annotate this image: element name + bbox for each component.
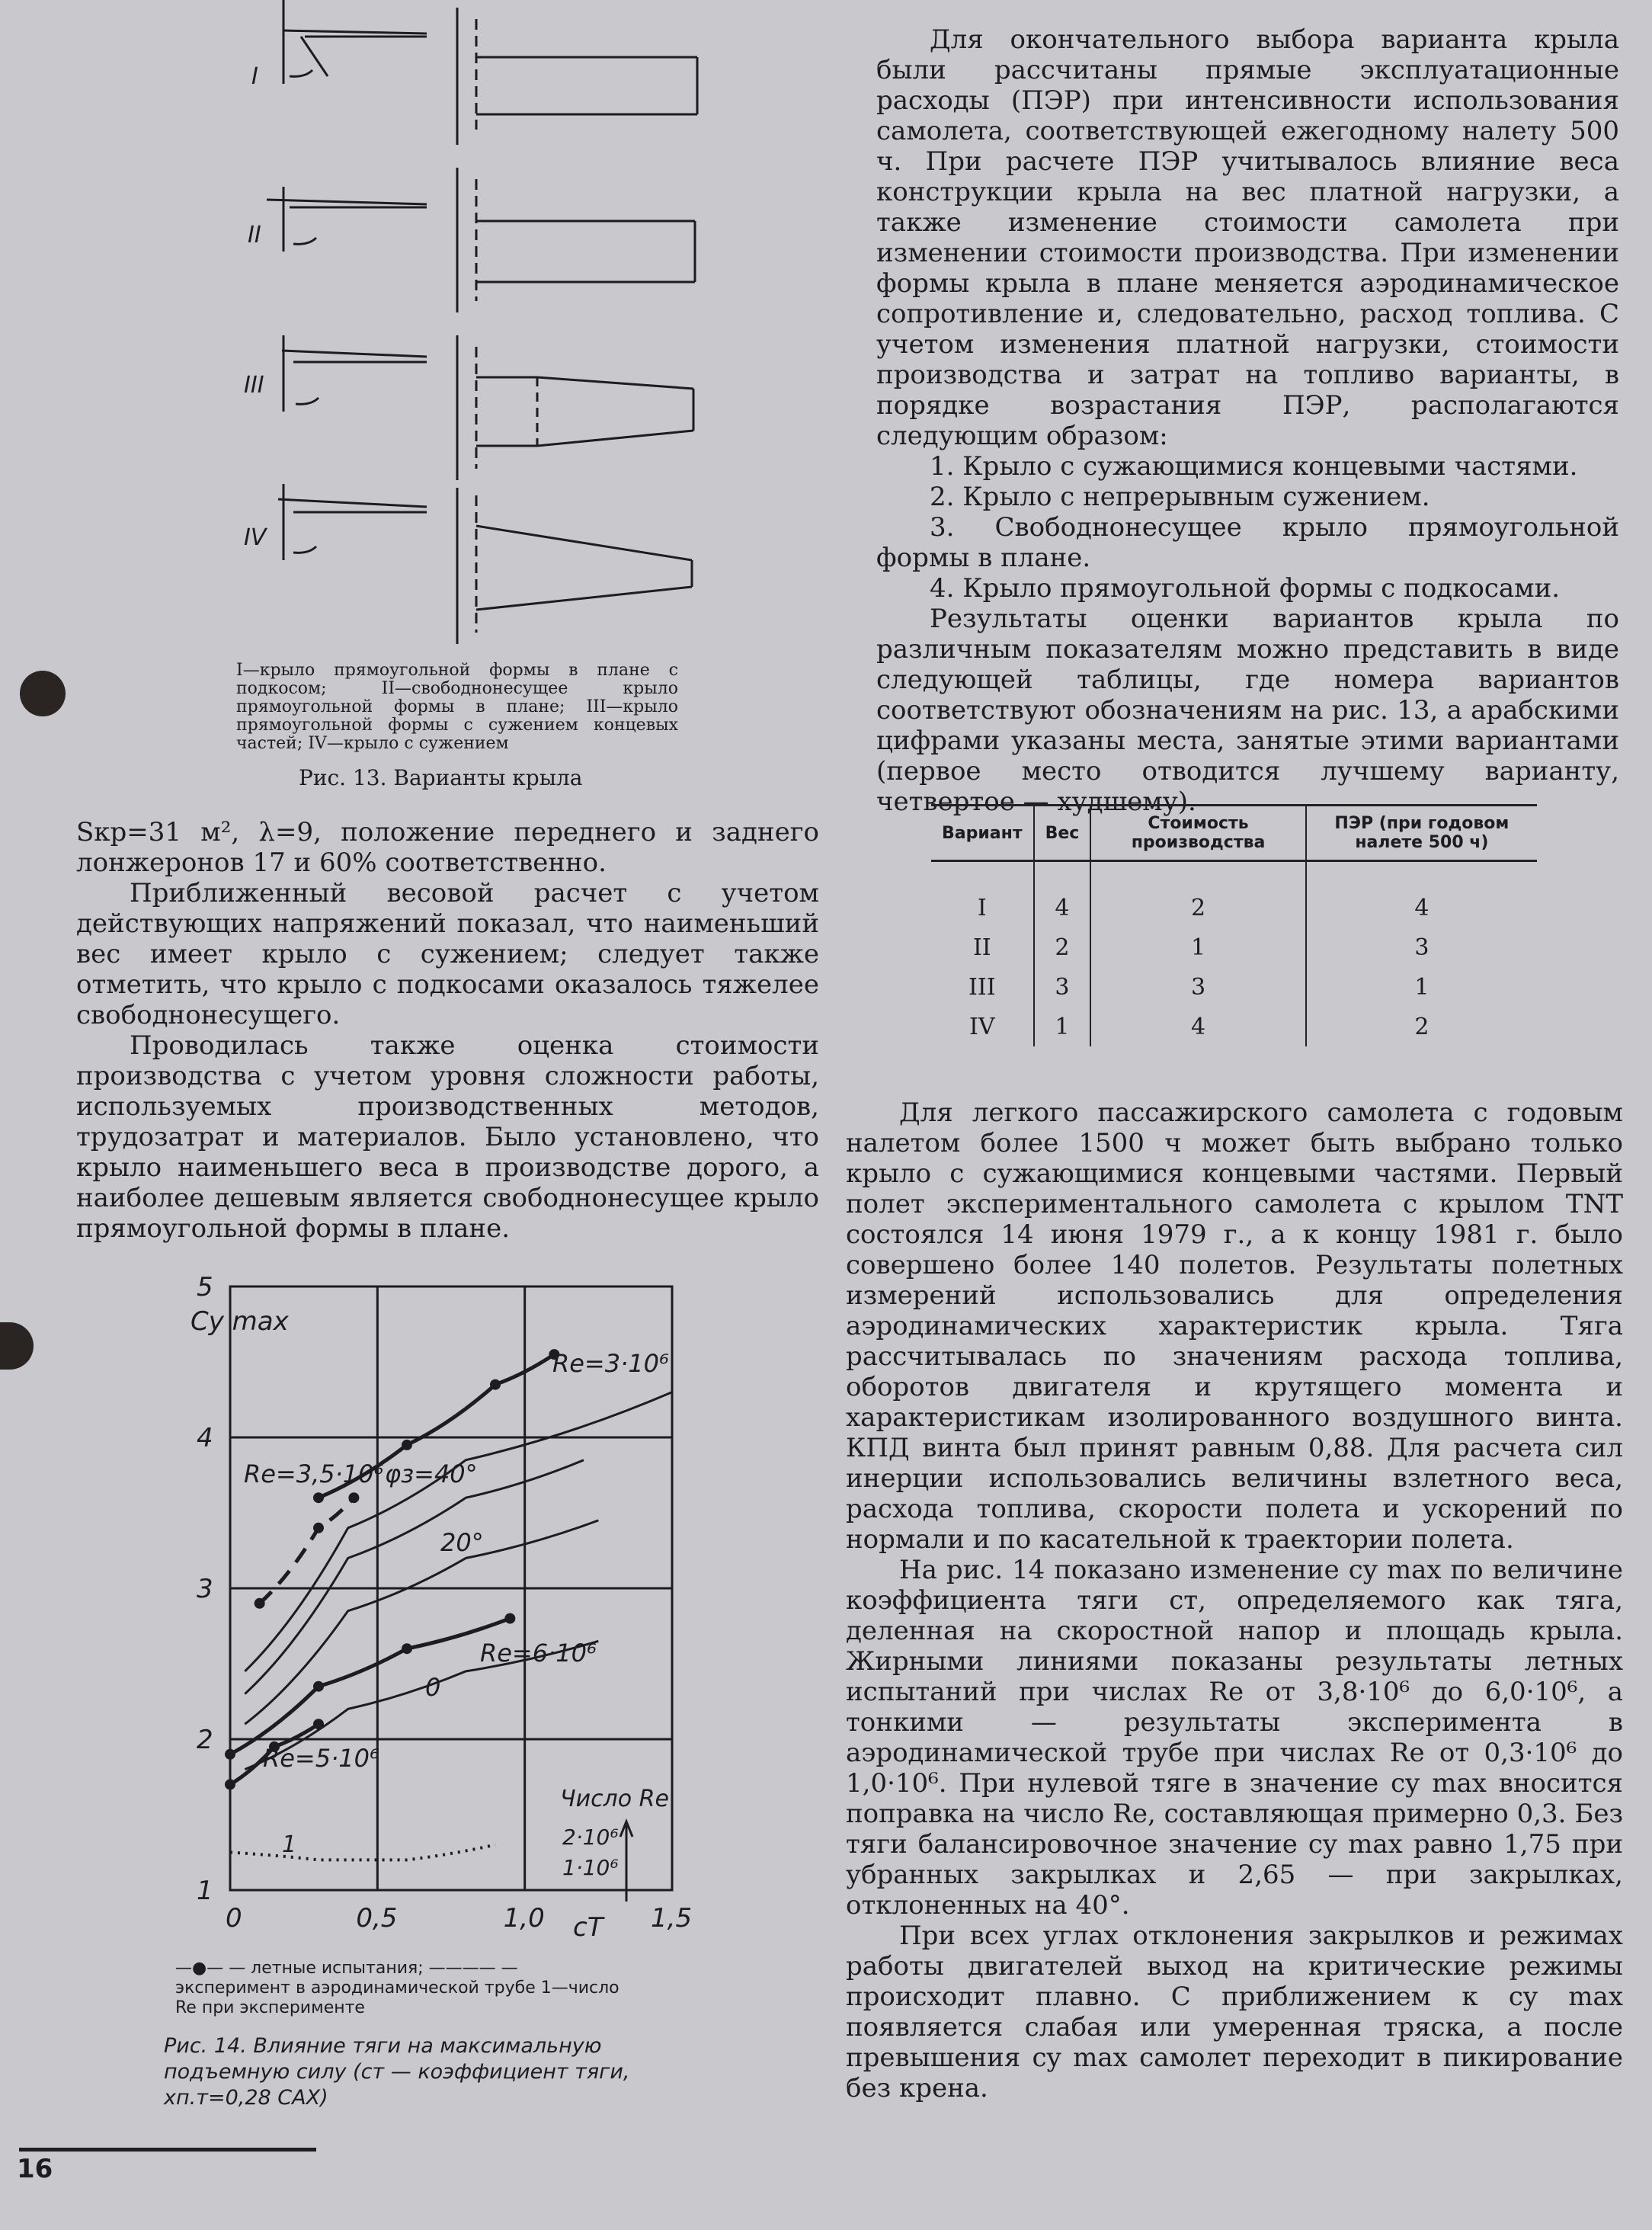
left-column-text <box>76 817 819 1244</box>
y-tick-label: 2 <box>197 1725 213 1755</box>
fig13-title: Рис. 13. Варианты крыла <box>299 765 583 790</box>
list-item-4: 4. Крыло прямоугольной формы с подкосами. <box>930 573 1561 604</box>
list-item-3: 3. Свободнонесущее крыло прямоугольной формы в плане. <box>876 512 1619 573</box>
label-phi20: 20° <box>440 1528 484 1557</box>
variant-label-i: I <box>251 63 258 90</box>
label-re-1e6: 1·10⁶ <box>562 1855 619 1880</box>
fig13-wing-variants <box>229 0 732 648</box>
data-point <box>313 1492 324 1503</box>
table-cell: 2 <box>1306 1007 1537 1046</box>
label-phi40: φз=40° <box>385 1459 478 1488</box>
table-cell: 2 <box>1090 888 1305 928</box>
x-tick-label: 1,0 <box>503 1903 545 1934</box>
right-paragraph-4: На рис. 14 показано изменение cy max по величине коэффициента тяги cт, определяемого как тяга, деленная на скоростной напор и площадь крыла. Жирными линиями показаны результаты летных испытаний при числах Re от 3,8·10⁶ до 6,0·10⁶, а тонкими — результаты эксперимента в аэродинамической трубе при числах Re от 0,3·10⁶ до 1,0·10⁶. При нулевой тяге в значение cy max вносится поправка на число Re, составляющая примерно 0,3. Без тяги балансировочное значение cy max равно 1,75 при убранных закрылках и 2,65 — при закрылках, отклоненных на 40°. <box>846 1555 1623 1921</box>
label-phi0: 0 <box>425 1673 441 1702</box>
series-line <box>230 1619 510 1754</box>
x-axis-label: cT <box>573 1912 603 1943</box>
label-re35: Re=3,5·10⁶ <box>244 1459 384 1488</box>
y-tick-label: 3 <box>197 1574 213 1604</box>
table-header-doc: ПЭР (при годовом налете 500 ч) <box>1306 806 1537 861</box>
page-number: 16 <box>17 2154 53 2184</box>
right-paragraph-3: Для легкого пассажирского самолета с годовым налетом более 1500 ч может быть выбрано только крыло с сужающимися концевыми частями. Первый полет экспериментального самолета с крылом TNT состоялся 14 июня 1979 г., а к концу 1981 г. было совершено более 140 полетов. Результаты полетных измерений использовались для определения аэродинамических характеристик крыла. Тяга рассчитывалась по значениям расхода топлива, оборотов двигателя и крутящего момента и характеристикам изолированного воздушного винта. КПД винта был принят равным 0,88. Для расчета сил инерции использовались величины взлетного веса, расхода топлива, скорости полета и ускорений по нормали и по касательной к траектории полета. <box>846 1097 1623 1555</box>
data-point <box>225 1779 235 1789</box>
label-re6: Re=6·10⁶ <box>480 1639 597 1668</box>
variant-ii-drawing <box>267 168 695 312</box>
table-cell: 4 <box>1034 888 1091 928</box>
table-cell: II <box>972 934 991 961</box>
data-point <box>313 1523 324 1533</box>
data-point <box>313 1681 324 1692</box>
left-paragraph-1: Sкр=31 м², λ=9, положение переднего и заднего лонжеронов 17 и 60% соответственно. <box>76 817 819 878</box>
y-axis-label: Cy max <box>190 1306 289 1337</box>
left-paragraph-3: Проводилась также оценка стоимости производства с учетом уровня сложности работы, используемых производственных методов, трудозатрат и материалов. Было установлено, что крыло наименьшего веса в производстве дорого, а наиболее дешевым является свободнонесущее крыло прямоугольной формы в плане. <box>76 1030 819 1244</box>
x-tick-label: 1,5 <box>651 1903 693 1934</box>
table-header-cost: Стоимость производства <box>1090 806 1305 861</box>
y-tick-label: 1 <box>197 1876 213 1906</box>
punch-hole <box>0 1322 34 1370</box>
right-paragraph-2: Результаты оценки вариантов крыла по различным показателям можно представить в виде следующей таблицы, где номера вариантов соответствуют обозначениям на рис. 13, а арабскими цифрами указаны места, занятые этими вариантами (первое место отводится лучшему варианту, четвертое — худшему). <box>876 604 1619 817</box>
variant-iv-drawing <box>278 484 692 644</box>
label-re5: Re=5·10⁶ <box>263 1744 379 1773</box>
table-row <box>931 967 1537 1007</box>
label-curve-1: 1 <box>282 1831 297 1858</box>
table-header-weight: Вес <box>1034 806 1091 861</box>
variant-iii-drawing <box>282 335 693 480</box>
variant-label-ii: II <box>248 222 261 248</box>
table-cell: 3 <box>1034 967 1091 1007</box>
fig13-legend: I—крыло прямоугольной формы в плане с подкосом; II—свободнонесущее крыло прямоугольной формы в плане; III—крыло прямоугольной формы с сужением концевых частей; IV—крыло с сужением <box>236 661 678 753</box>
data-point <box>402 1440 412 1450</box>
table-cell: 1 <box>1306 967 1537 1007</box>
variant-label-iv: IV <box>244 524 267 551</box>
variant-i-drawing <box>283 0 697 145</box>
table-cell: 3 <box>1306 928 1537 967</box>
right-paragraph-1: Для окончательного выбора варианта крыла были рассчитаны прямые эксплуатационные расходы (ПЭР) при интенсивности использования самолета, соответствующей ежегодному налету 500 ч. При расчете ПЭР учитывалось влияние веса конструкции крыла на вес платной нагрузки, а также изменение стоимости самолета при изменении стоимости производства. При изменении формы крыла в плане меняется аэродинамическое сопротивление и, следовательно, расход топлива. С учетом изменения платной нагрузки, стоимости производства и затрат на топливо варианты, в порядке возрастания ПЭР, располагаются следующим образом: <box>876 24 1619 451</box>
list-item-2: 2. Крыло с непрерывным сужением. <box>930 482 1430 512</box>
series-line <box>230 1845 495 1860</box>
table-cell: 2 <box>1034 928 1091 967</box>
data-point <box>348 1492 359 1503</box>
table-cell: III <box>968 973 996 1001</box>
series-line <box>245 1520 598 1724</box>
x-tick-label: 0 <box>226 1903 242 1934</box>
table-cell: 3 <box>1090 967 1305 1007</box>
data-point <box>490 1379 501 1390</box>
table-cell: 4 <box>1090 1007 1305 1046</box>
table-cell: I <box>977 894 987 921</box>
list-item-1: 1. Крыло с сужающимися концевыми частями. <box>930 451 1578 482</box>
x-tick-label: 0,5 <box>356 1903 398 1934</box>
right-paragraph-5: При всех углах отклонения закрылков и режимах работы двигателей выход на критические режимы происходит плавно. С приближением к cy max появляется слабая или умеренная тряска, а после превышения cy max самолет переходит в пикирование без крена. <box>846 1921 1623 2103</box>
fig14-legend: —●— — летные испытания; ———— — эксперимент в аэродинамической трубе 1—число Re при эксперименте <box>175 1959 620 2017</box>
data-point <box>225 1749 235 1760</box>
left-paragraph-2: Приближенный весовой расчет с учетом действующих напряжений показал, что наименьший вес имеет крыло с сужением; следует также отметить, что крыло с подкосами оказалось тяжелее свободнонесущего. <box>76 878 819 1030</box>
punch-hole <box>20 671 66 716</box>
table-header-variant: Вариант <box>931 806 1034 861</box>
footer-rule <box>19 2148 316 2152</box>
right-column-text-bottom <box>846 1097 1623 2103</box>
data-point <box>402 1643 412 1654</box>
ranking-table <box>931 804 1537 1046</box>
label-re-number: Число Re <box>560 1786 669 1812</box>
y-tick-label: 5 <box>197 1272 213 1302</box>
label-re-2e6: 2·10⁶ <box>562 1825 619 1850</box>
table-row <box>931 1007 1537 1046</box>
y-tick-label: 4 <box>197 1423 213 1453</box>
variant-label-iii: III <box>244 372 264 399</box>
table-row <box>931 888 1537 928</box>
fig14-caption: Рис. 14. Влияние тяги на максимальную подъемную силу (cт — коэффициент тяги, xп.т=0,28 САХ) <box>164 2034 630 2110</box>
label-re3: Re=3·10⁶ <box>552 1349 669 1378</box>
data-point <box>504 1613 515 1624</box>
table-cell: IV <box>969 1013 995 1040</box>
table-cell: 1 <box>1090 928 1305 967</box>
right-column-text-top <box>876 24 1619 817</box>
table-row <box>931 928 1537 967</box>
data-point <box>313 1719 324 1729</box>
table-cell: 1 <box>1034 1007 1091 1046</box>
data-point <box>255 1598 265 1609</box>
table-cell: 4 <box>1306 888 1537 928</box>
fig14-chart <box>175 1258 724 1966</box>
